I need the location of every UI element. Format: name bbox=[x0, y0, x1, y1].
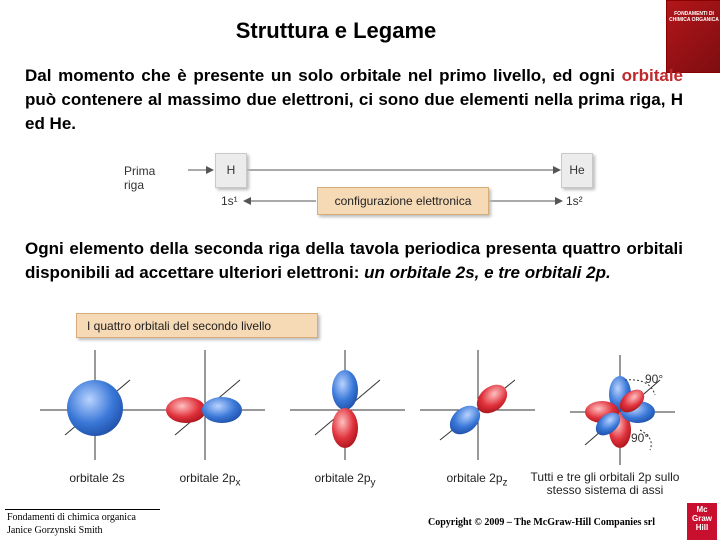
footer-divider bbox=[5, 509, 160, 510]
caption-2s bbox=[57, 471, 137, 485]
caption-2py-sub: y bbox=[370, 477, 376, 489]
caption-2py-text: orbitale 2p bbox=[314, 471, 371, 485]
caption-2px bbox=[165, 471, 255, 488]
mcgraw-hill-logo: Mc Graw Hill bbox=[687, 503, 717, 540]
intro-text-before: Dal momento che è presente un solo orbitale nel primo livello, ed ogni bbox=[25, 66, 622, 85]
caption-combined: Tutti e tre gli orbitali 2p sullo stesso sistema di assi bbox=[530, 470, 680, 497]
caption-2pz-text: orbitale 2p bbox=[446, 471, 503, 485]
caption-2pz-sub: z bbox=[502, 477, 508, 489]
caption-2s-text: orbitale 2s bbox=[69, 471, 125, 485]
orbitale-highlight: orbitale bbox=[621, 66, 683, 85]
caption-2px-sub: x bbox=[235, 477, 241, 489]
intro-text-after: può contenere al massimo due elettroni, ci sono due elementi nella prima riga, H ed He. bbox=[25, 90, 683, 133]
footer-book-info bbox=[7, 511, 136, 537]
caption-2pz bbox=[432, 471, 522, 488]
caption-2py bbox=[300, 471, 390, 488]
orbital-2px bbox=[150, 350, 265, 460]
row-label: Prima riga bbox=[124, 164, 156, 192]
orbital-2pz bbox=[420, 350, 535, 460]
angle-bottom-label: 90° bbox=[631, 431, 650, 445]
footer-copyright: Copyright © 2009 – The McGraw-Hill Companies srl bbox=[428, 517, 656, 528]
orbital-2py bbox=[290, 350, 405, 460]
second-row-text: Ogni elemento della seconda riga della tavola periodica presenta quattro orbitali disponibili ad accettare ulteriori elettroni: bbox=[25, 239, 683, 282]
caption-2px-text: orbitale 2p bbox=[179, 471, 236, 485]
element-he-box: He bbox=[561, 153, 593, 188]
he-config: 1s² bbox=[566, 194, 583, 208]
angle-top-label: 90° bbox=[645, 372, 664, 386]
footer-author: Janice Gorzynski Smith bbox=[7, 525, 103, 536]
h-config: 1s¹ bbox=[221, 194, 238, 208]
orbital-2s bbox=[40, 350, 155, 460]
orbitals-italic-text: un orbitale 2s, e tre orbitali 2p. bbox=[364, 263, 611, 282]
page-title: Struttura e Legame bbox=[235, 18, 437, 43]
orbitals-banner: I quattro orbitali del secondo livello bbox=[76, 313, 318, 338]
cover-title: FONDAMENTI DI CHIMICA ORGANICA bbox=[669, 11, 719, 23]
config-label-box: configurazione elettronica bbox=[317, 187, 489, 215]
element-h-box: H bbox=[215, 153, 247, 188]
second-row-paragraph bbox=[25, 237, 683, 303]
footer-book-title: Fondamenti di chimica organica bbox=[7, 512, 136, 523]
